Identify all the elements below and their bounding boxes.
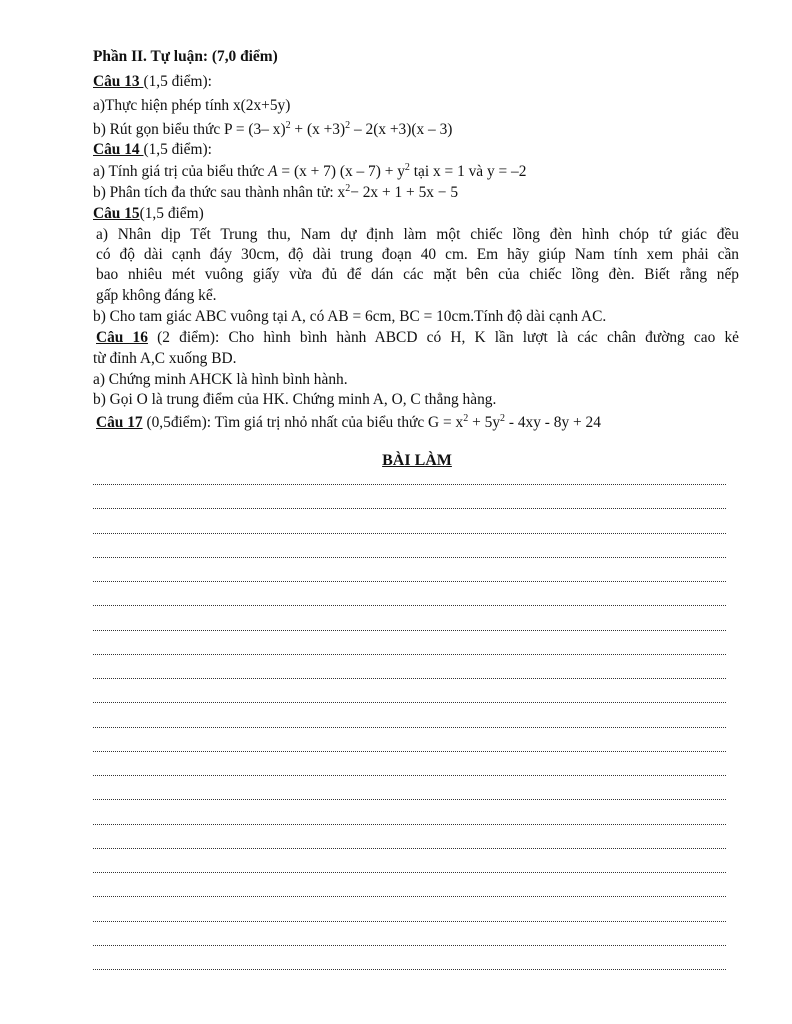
answer-dotted-line — [93, 484, 726, 485]
answer-dotted-line — [93, 824, 726, 825]
question-14-points: (1,5 điểm): — [143, 141, 212, 158]
question-15-b: b) Cho tam giác ABC vuông tại A, có AB = 6cm, BC = 10cm.Tính độ dài cạnh AC. — [93, 308, 607, 325]
question-15-header — [93, 204, 204, 224]
question-15-a-line-1: a) Nhân dịp Tết Trung thu, Nam dự định làm một chiếc lồng đèn hình chóp tứ giác đều — [96, 226, 739, 243]
question-14-a: a) Tính giá trị của biểu thức A = (x + 7) $(x - 7) + y^2$ tại x = 1 và y = –2 — [93, 161, 527, 180]
answer-dotted-line — [93, 557, 726, 558]
answer-dotted-line — [93, 872, 726, 873]
question-13-points: (1,5 điểm): — [143, 73, 212, 90]
answer-dotted-line — [93, 508, 726, 509]
question-15-a-line-4: gấp không đáng kể. — [96, 287, 217, 304]
answer-dotted-line — [93, 727, 726, 728]
question-16-a: a) Chứng minh AHCK là hình bình hành. — [93, 371, 348, 388]
question-13-label: Câu 13 — [93, 73, 144, 90]
answer-dotted-line — [93, 896, 726, 897]
answer-dotted-line — [93, 581, 726, 582]
question-14-label: Câu 14 — [93, 141, 144, 158]
answer-dotted-line — [93, 605, 726, 606]
answer-dotted-line — [93, 921, 726, 922]
question-15-label: Câu 15 — [93, 205, 140, 222]
answer-dotted-line — [93, 799, 726, 800]
question-17-label: Câu 17 — [96, 414, 143, 431]
question-17: Câu 17 (0,5điểm): Tìm giá trị nhỏ nhất của biểu thức $G = x^2 + 5y^2 - 4xy - 8y + 24$ — [96, 412, 601, 431]
answer-section-title: BÀI LÀM — [382, 452, 452, 469]
question-14-header — [93, 140, 212, 160]
question-13-header — [93, 72, 212, 92]
question-16-line-1: Câu 16 (2 điểm): Cho hình bình hành ABCD có H, K lần lượt là các chân đường cao kẻ — [96, 329, 739, 346]
section-title: Phần II. Tự luận: (7,0 điểm) — [93, 48, 278, 65]
question-16-b: b) Gọi O là trung điểm của HK. Chứng minh A, O, C thẳng hàng. — [93, 391, 497, 408]
answer-dotted-line — [93, 678, 726, 679]
answer-dotted-line — [93, 969, 726, 970]
answer-dotted-line — [93, 848, 726, 849]
answer-dotted-line — [93, 533, 726, 534]
question-15-a-line-2: có độ dài cạnh đáy 30cm, độ dài trung đoạn 40 cm. Em hãy giúp Nam tính xem phải cần — [96, 246, 739, 263]
question-15-a-line-3: bao nhiêu mét vuông giấy vừa đủ để dán các mặt bên của chiếc lồng đèn. Biết rằng nếp — [96, 266, 739, 283]
question-15-points: (1,5 điểm) — [139, 205, 204, 222]
answer-dotted-line — [93, 702, 726, 703]
answer-dotted-line — [93, 630, 726, 631]
question-16-line-2: từ đỉnh A,C xuống BD. — [93, 350, 237, 367]
answer-dotted-line — [93, 775, 726, 776]
question-13-a: a)Thực hiện phép tính x(2x+5y) — [93, 97, 291, 114]
question-13-b: b) Rút gọn biểu thức P = (3– $x)^2 + (x +3)^2 - 2(x +3)(x - 3)$ — [93, 119, 453, 138]
answer-dotted-line — [93, 751, 726, 752]
answer-dotted-line — [93, 654, 726, 655]
question-16-label: Câu 16 — [96, 329, 148, 346]
answer-dotted-line — [93, 945, 726, 946]
question-14-b: b) Phân tích đa thức sau thành nhân tử: $x^2- 2x + 1 + 5x - 5$ — [93, 182, 459, 201]
